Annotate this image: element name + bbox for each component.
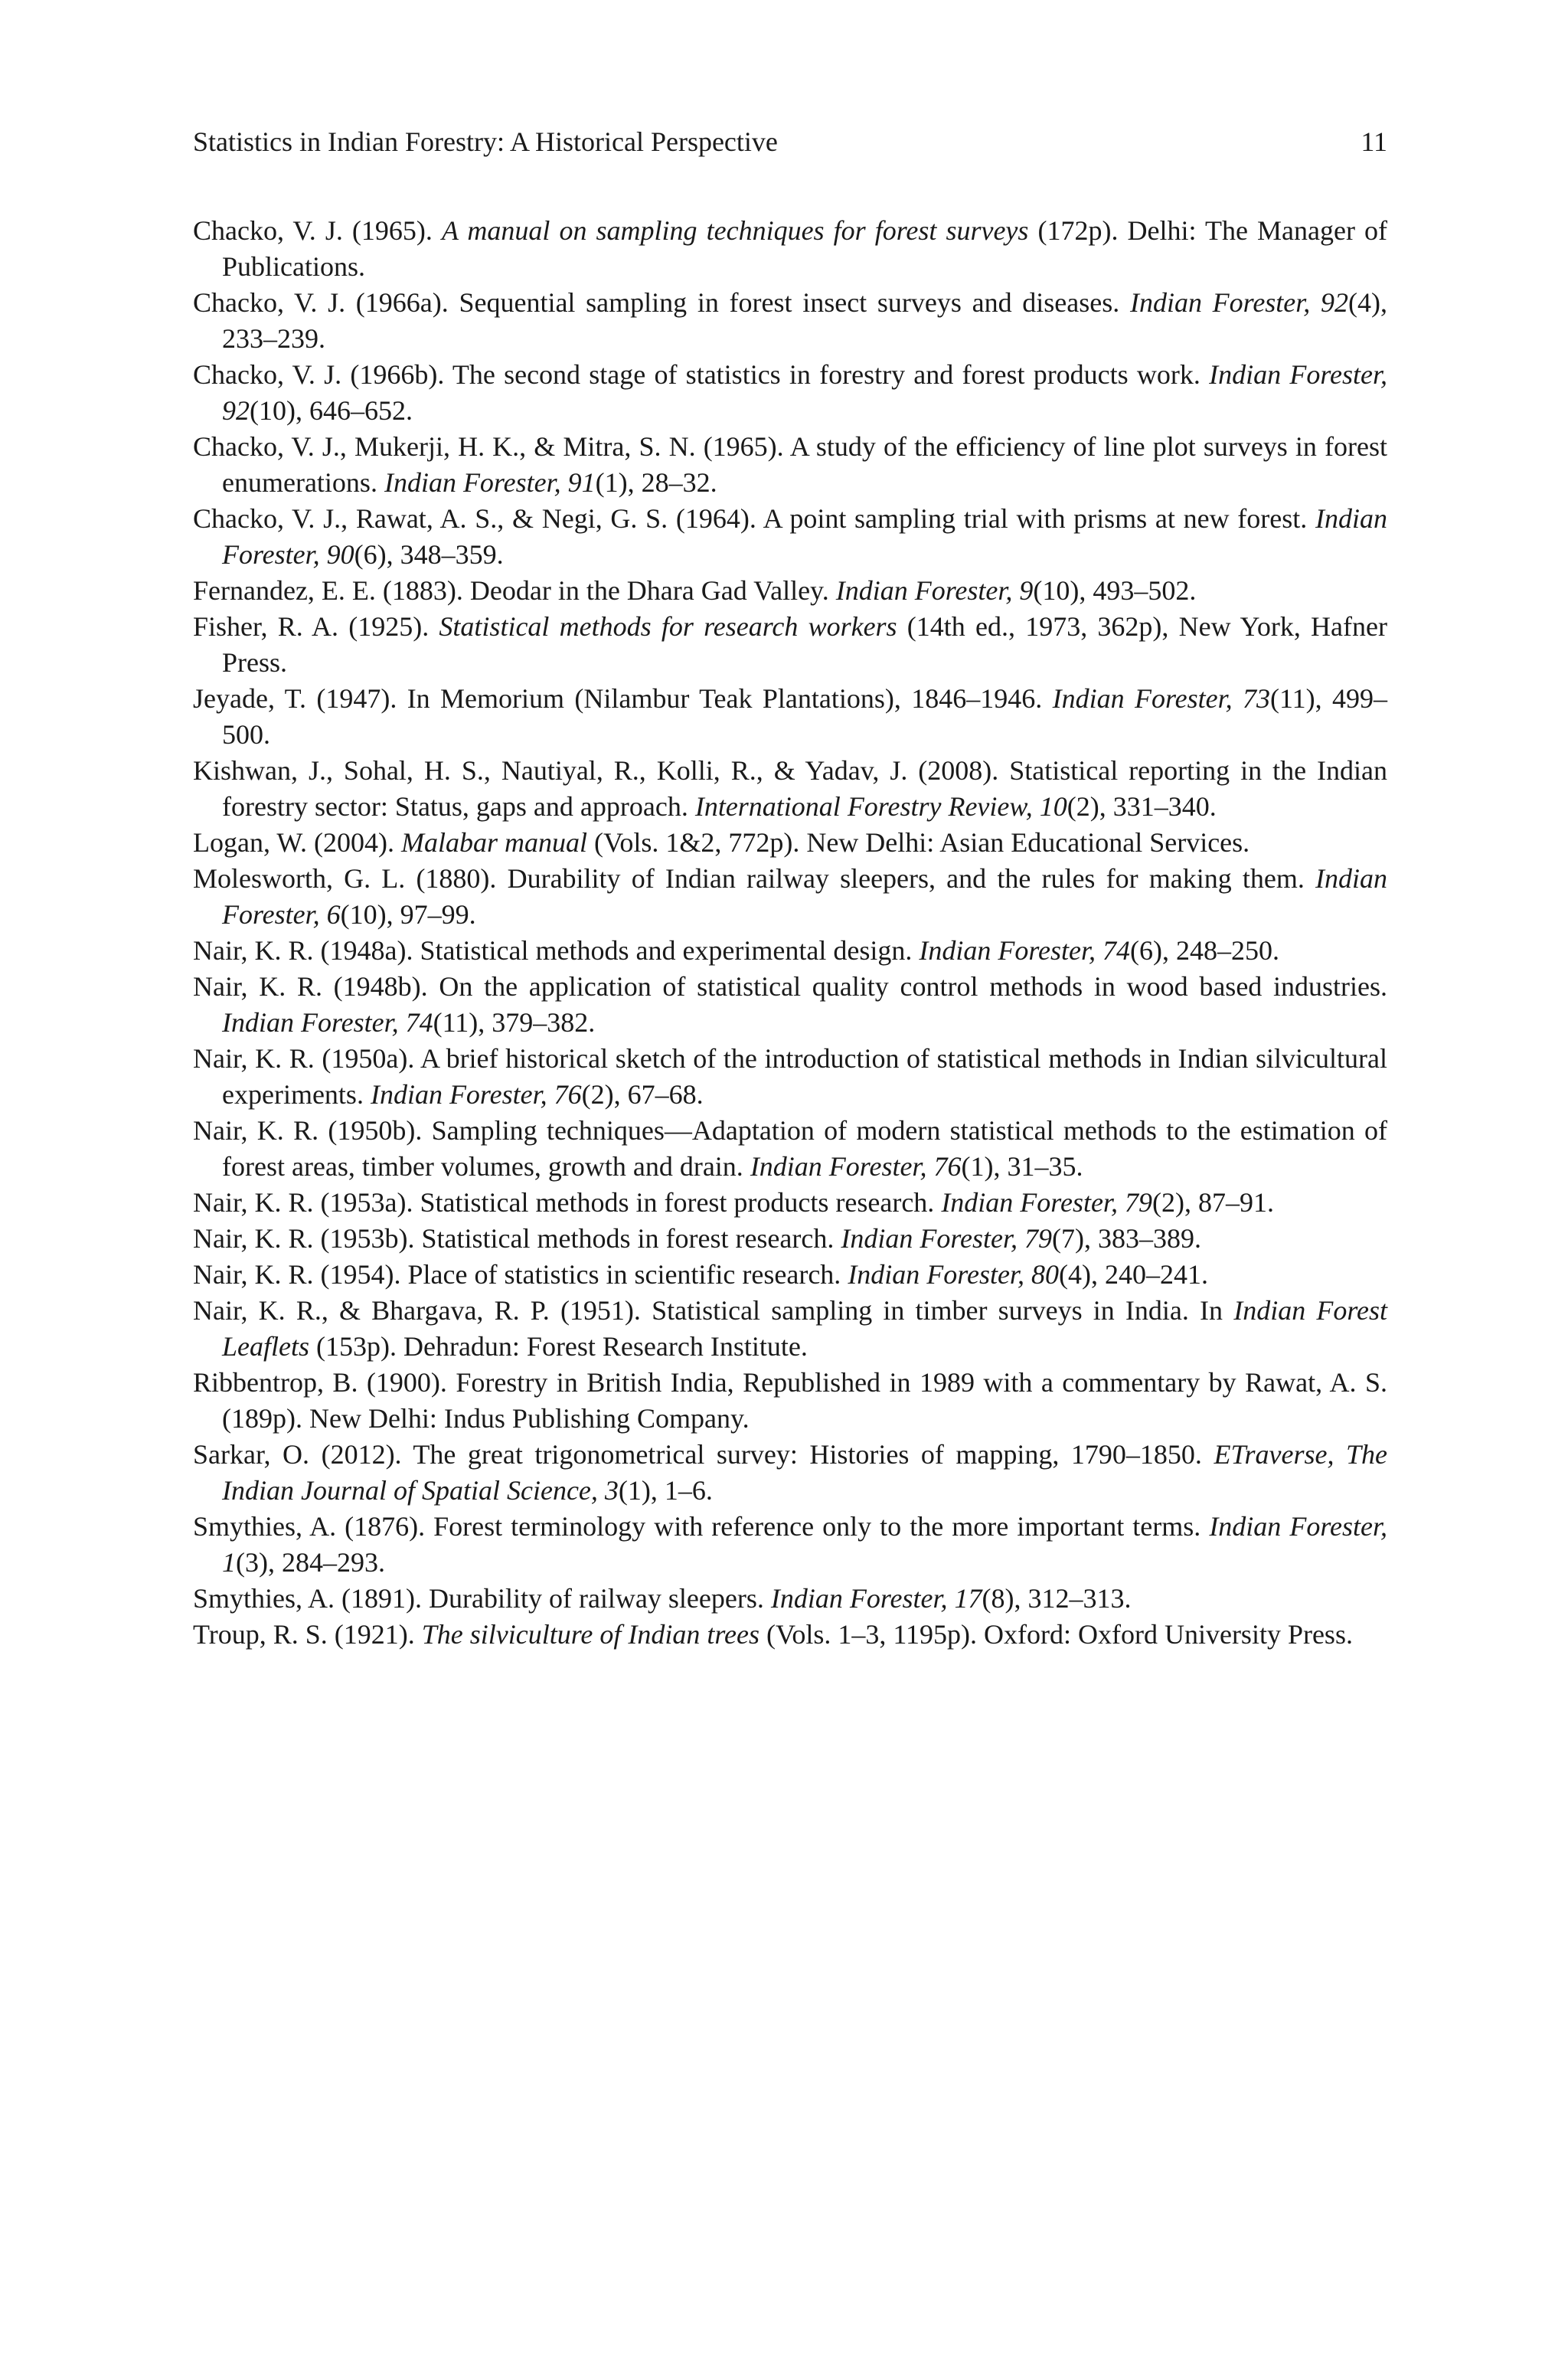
reference-entry <box>193 861 1387 933</box>
reference-italic-text: The silviculture of Indian trees <box>421 1619 760 1650</box>
reference-text: Nair, K. R., & Bhargava, R. P. (1951). Statistical sampling in timber surveys in India. In <box>193 1295 1234 1326</box>
reference-text: (172p). Delhi: The Manager of Publications. <box>222 215 1388 282</box>
reference-entry <box>193 1257 1387 1293</box>
reference-entry <box>193 1365 1387 1437</box>
reference-entry <box>193 429 1387 501</box>
reference-entry <box>193 1113 1387 1185</box>
reference-text: (7), 383–389. <box>1052 1223 1201 1254</box>
reference-italic-text: Indian Forester, 6 <box>222 863 1387 930</box>
reference-entry <box>193 501 1387 573</box>
reference-italic-text: Indian Forester, 17 <box>770 1583 982 1614</box>
reference-text: Logan, W. (2004). <box>193 827 401 858</box>
reference-text: (1), 28–32. <box>595 467 717 498</box>
reference-italic-text: Indian Forester, 9 <box>835 575 1034 606</box>
reference-entry <box>193 1581 1387 1617</box>
reference-italic-text: Indian Forester, 1 <box>222 1511 1387 1578</box>
reference-text: (2), 87–91. <box>1152 1187 1274 1218</box>
reference-entry <box>193 753 1387 825</box>
reference-text: (1), 31–35. <box>961 1151 1083 1182</box>
reference-text: (Vols. 1&2, 772p). New Delhi: Asian Educational Services. <box>586 827 1250 858</box>
reference-text: Troup, R. S. (1921). <box>193 1619 422 1650</box>
reference-text: Kishwan, J., Sohal, H. S., Nautiyal, R., Kolli, R., & Yadav, J. (2008). Statistical reporting in the Indian forestry sector: Status, gaps and approach. <box>193 755 1387 822</box>
reference-entry <box>193 1509 1387 1581</box>
reference-entry <box>193 609 1387 681</box>
reference-text: (14th ed., 1973, 362p), New York, Hafner Press. <box>222 611 1387 678</box>
reference-text: (Vols. 1–3, 1195p). Oxford: Oxford University Press. <box>760 1619 1353 1650</box>
reference-text: Smythies, A. (1876). Forest terminology with reference only to the more important terms. <box>193 1511 1210 1542</box>
reference-italic-text: Indian Forester, 92 <box>1129 287 1349 318</box>
running-title: Statistics in Indian Forestry: A Historical Perspective <box>193 126 778 157</box>
reference-text: Nair, K. R. (1953a). Statistical methods in forest products research. <box>193 1187 942 1218</box>
reference-entry <box>193 969 1387 1041</box>
reference-italic-text: A manual on sampling techniques for forest surveys <box>441 215 1029 246</box>
reference-text: Chacko, V. J. (1966a). Sequential sampling in forest insect surveys and diseases. <box>193 287 1130 318</box>
reference-text: Nair, K. R. (1954). Place of statistics in scientific research. <box>193 1259 848 1290</box>
reference-text: (6), 348–359. <box>354 539 504 570</box>
reference-italic-text: Indian Forester, 90 <box>222 503 1387 570</box>
reference-italic-text: Indian Forester, 91 <box>384 467 596 498</box>
reference-italic-text: Indian Forester, 92 <box>222 359 1387 426</box>
reference-entry <box>193 1185 1387 1221</box>
reference-text: (11), 499–500. <box>222 683 1387 750</box>
reference-entry <box>193 1221 1387 1257</box>
reference-text: (11), 379–382. <box>433 1007 596 1038</box>
reference-text: (153p). Dehradun: Forest Research Institute. <box>309 1331 808 1362</box>
reference-text: Smythies, A. (1891). Durability of railway sleepers. <box>193 1583 771 1614</box>
reference-text: Molesworth, G. L. (1880). Durability of Indian railway sleepers, and the rules for making them. <box>193 863 1315 894</box>
reference-text: Chacko, V. J. (1966b). The second stage of statistics in forestry and forest products work. <box>193 359 1210 390</box>
reference-text: Fernandez, E. E. (1883). Deodar in the Dhara Gad Valley. <box>193 575 836 606</box>
reference-text: Jeyade, T. (1947). In Memorium (Nilambur Teak Plantations), 1846–1946. <box>193 683 1053 714</box>
reference-entry <box>193 213 1387 285</box>
reference-text: (1), 1–6. <box>618 1475 713 1506</box>
reference-italic-text: Statistical methods for research workers <box>439 611 897 642</box>
reference-text: Nair, K. R. (1948b). On the application of statistical quality control methods in wood based industries. <box>193 971 1387 1002</box>
reference-entry <box>193 933 1387 969</box>
reference-italic-text: Indian Forester, 74 <box>919 935 1130 966</box>
reference-italic-text: Malabar manual <box>400 827 587 858</box>
reference-text: (10), 97–99. <box>340 899 476 930</box>
reference-entry <box>193 681 1387 753</box>
reference-italic-text: Indian Forester, 73 <box>1052 683 1270 714</box>
reference-text: Nair, K. R. (1953b). Statistical methods in forest research. <box>193 1223 841 1254</box>
reference-text: (8), 312–313. <box>982 1583 1132 1614</box>
reference-text: Chacko, V. J., Mukerji, H. K., & Mitra, S. N. (1965). A study of the efficiency of line plot surveys in forest enumerations. <box>193 431 1387 498</box>
reference-text: Fisher, R. A. (1925). <box>193 611 439 642</box>
reference-text: (3), 284–293. <box>236 1547 385 1578</box>
reference-italic-text: Indian Forester, 74 <box>222 1007 433 1038</box>
reference-entry <box>193 285 1387 357</box>
reference-italic-text: Indian Forest Leaflets <box>222 1295 1388 1362</box>
reference-text: (6), 248–250. <box>1130 935 1279 966</box>
reference-text: Nair, K. R. (1948a). Statistical methods and experimental design. <box>193 935 920 966</box>
reference-list <box>193 213 1387 1653</box>
reference-italic-text: International Forestry Review, 10 <box>694 791 1067 822</box>
reference-italic-text: ETraverse, The Indian Journal of Spatial Science, 3 <box>222 1439 1387 1506</box>
reference-text: (4), 240–241. <box>1058 1259 1208 1290</box>
reference-entry <box>193 1437 1387 1509</box>
reference-text: Ribbentrop, B. (1900). Forestry in British India, Republished in 1989 with a commentary by Rawat, A. S. (189p). New Delhi: Indus Publishing Company. <box>193 1367 1387 1434</box>
reference-entry <box>193 825 1387 861</box>
reference-entry <box>193 357 1387 429</box>
reference-text: Chacko, V. J. (1965). <box>193 215 442 246</box>
reference-entry <box>193 1041 1387 1113</box>
reference-text: (4), 233–239. <box>222 287 1387 354</box>
reference-text: (2), 67–68. <box>581 1079 704 1110</box>
reference-italic-text: Indian Forester, 76 <box>750 1151 962 1182</box>
reference-entry <box>193 1617 1387 1653</box>
reference-entry <box>193 573 1387 609</box>
reference-italic-text: Indian Forester, 79 <box>841 1223 1053 1254</box>
reference-text: Sarkar, O. (2012). The great trigonometrical survey: Histories of mapping, 1790–1850. <box>193 1439 1214 1470</box>
reference-italic-text: Indian Forester, 76 <box>370 1079 582 1110</box>
reference-text: Chacko, V. J., Rawat, A. S., & Negi, G. S. (1964). A point sampling trial with prisms at new forest. <box>193 503 1315 534</box>
reference-text: (2), 331–340. <box>1067 791 1217 822</box>
reference-entry <box>193 1293 1387 1365</box>
reference-italic-text: Indian Forester, 79 <box>941 1187 1152 1218</box>
reference-text: (10), 493–502. <box>1033 575 1197 606</box>
reference-text: Nair, K. R. (1950a). A brief historical sketch of the introduction of statistical methods in Indian silvicultural experiments. <box>193 1043 1387 1110</box>
reference-italic-text: Indian Forester, 80 <box>848 1259 1059 1290</box>
page-number: 11 <box>1361 126 1387 157</box>
reference-text: (10), 646–652. <box>250 395 413 426</box>
reference-text: Nair, K. R. (1950b). Sampling techniques—Adaptation of modern statistical methods to the estimation of forest areas, timber volumes, growth and drain. <box>193 1115 1387 1182</box>
